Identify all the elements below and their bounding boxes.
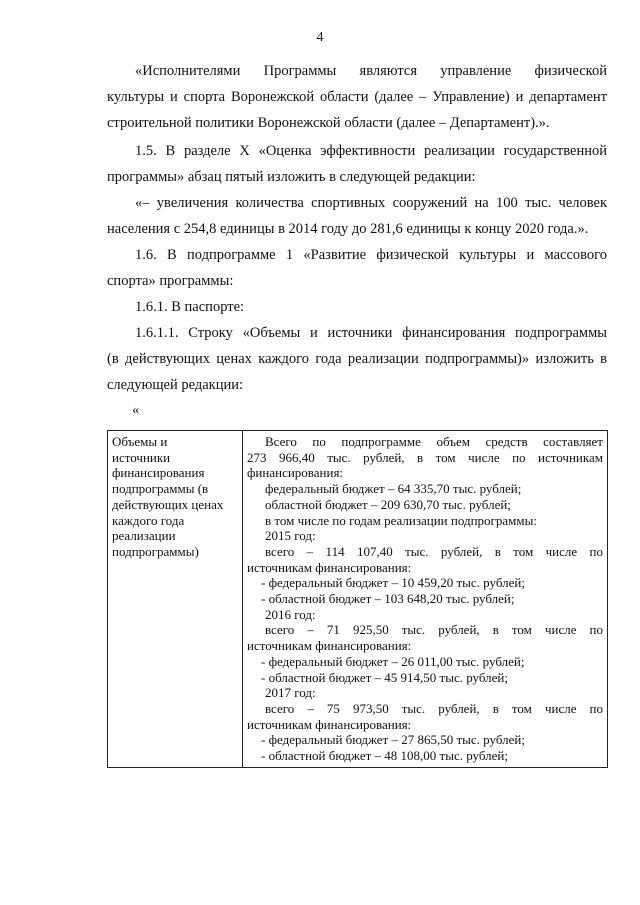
cell-line: 273 966,40 тыс. рублей, в том числе по источникам [247,449,603,465]
table-cell-content [243,431,608,768]
cell-line: источникам финансирования: [247,716,412,732]
table-row [108,431,608,768]
cell-line: финансирования: [247,465,344,481]
cell-line: областной бюджет – 209 630,70 тыс. рублей; [265,496,511,512]
text-line: следующей редакции: [107,377,244,393]
text-line: населения с 254,8 единицы в 2014 году до 281,6 единицы к концу 2020 года.». [107,221,589,237]
text-line: 1.6.1. В паспорте: [135,299,245,315]
cell-line: реализации [112,528,176,544]
cell-line: всего – 71 925,50 тыс. рублей, в том числе по [265,622,603,638]
text-line: «Исполнителями Программы являются управление физической [135,63,607,79]
cell-line: каждого года [112,512,185,528]
paragraph-1-6-1 [107,294,607,320]
text-line: 1.5. В разделе X «Оценка эффективности реализации государственной [135,143,607,159]
opening-quote: « [132,402,140,418]
table-cell-label [108,431,243,768]
cell-line: федеральный бюджет – 64 335,70 тыс. рублей; [265,481,522,497]
text-line: программы» абзац пятый изложить в следующей редакции: [107,169,476,185]
text-line: 1.6.1.1. Строку «Объемы и источники финансирования подпрограммы [135,325,607,341]
cell-line: - областной бюджет – 48 108,00 тыс. рублей; [261,748,508,764]
cell-line: 2015 год: [265,528,316,544]
text-line: строительной политики Воронежской области (далее – Департамент).». [107,115,550,131]
cell-line: источники [112,449,171,465]
cell-line: всего – 75 973,50 тыс. рублей, в том числе по [265,700,603,716]
cell-line: - федеральный бюджет – 27 865,50 тыс. рублей; [261,732,525,748]
cell-line: финансирования [112,465,205,481]
cell-line: 2016 год: [265,606,316,622]
text-line: спорта» программы: [107,273,234,289]
financing-table [107,430,608,768]
page-number: 4 [316,30,324,45]
text-line: (в действующих ценах каждого года реализации подпрограммы)» изложить в [107,351,607,367]
paragraph-quote-sports-facilities [107,190,607,242]
cell-line: Объемы и [112,434,168,449]
cell-line: источникам финансирования: [247,638,412,654]
text-line: «– увеличения количества спортивных сооружений на 100 тыс. человек [135,195,607,211]
cell-line: источникам финансирования: [247,559,412,575]
text-line: культуры и спорта Воронежской области (далее – Управление) и департамент [107,89,607,105]
paragraph-executors [107,58,607,136]
cell-line: 2017 год: [265,685,316,701]
cell-line: подпрограммы (в [112,481,209,497]
cell-line: всего – 114 107,40 тыс. рублей, в том числе по [265,543,603,559]
cell-line: действующих ценах [112,496,224,512]
cell-line: подпрограммы) [112,543,199,559]
cell-line: в том числе по годам реализации подпрограммы: [265,512,537,528]
cell-line: - федеральный бюджет – 26 011,00 тыс. рублей; [261,653,525,669]
paragraph-1-6 [107,242,607,294]
cell-line: Всего по подпрограмме объем средств составляет [265,434,603,449]
paragraph-1-6-1-1 [107,320,607,398]
cell-line: - областной бюджет – 103 648,20 тыс. рублей; [261,591,515,607]
cell-line: - областной бюджет – 45 914,50 тыс. рублей; [261,669,508,685]
text-line: 1.6. В подпрограмме 1 «Развитие физической культуры и массового [135,247,607,263]
cell-line: - федеральный бюджет – 10 459,20 тыс. рублей; [261,575,525,591]
paragraph-1-5 [107,138,607,190]
